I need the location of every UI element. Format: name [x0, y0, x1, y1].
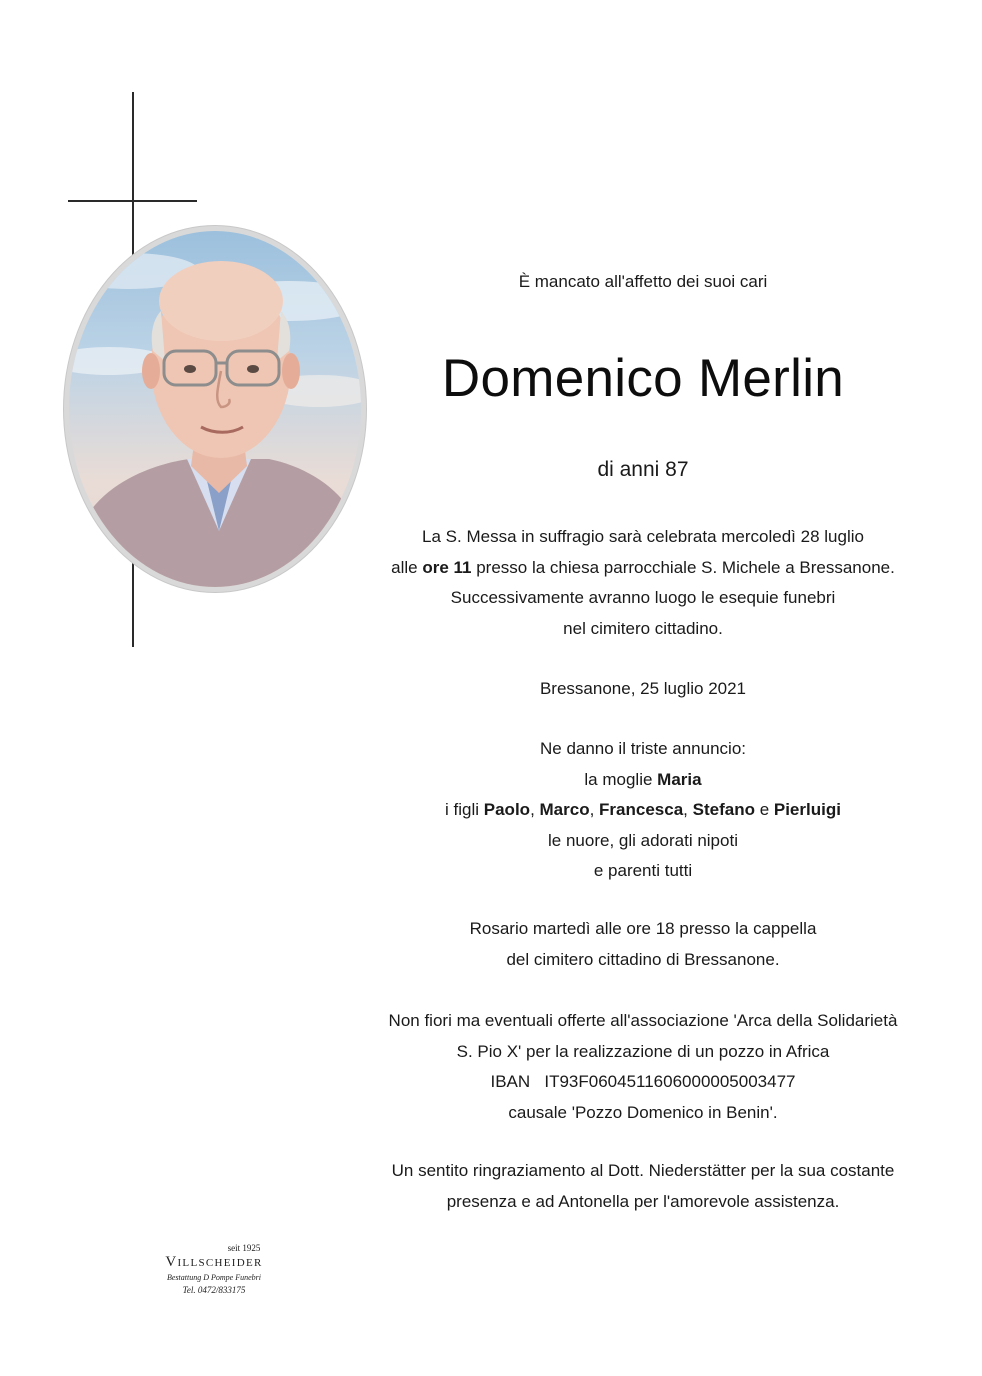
deceased-name: Domenico Merlin [441, 349, 845, 408]
child-name: Paolo [483, 800, 531, 819]
donation-iban: IBAN IT93F0604511606000005003477 [490, 1072, 796, 1091]
family-announce-line: Ne danno il triste annuncio: [539, 739, 747, 758]
mass-announcement [330, 522, 956, 644]
thanks-line-2: presenza e ad Antonella per l'amorevole assistenza. [446, 1191, 840, 1211]
family-announcement [330, 734, 956, 887]
intro-text: È mancato all'affetto dei suoi cari [518, 272, 768, 291]
child-name: Pierluigi [773, 800, 841, 819]
mass-line-1: La S. Messa in suffragio sarà celebrata mercoledì 28 luglio [422, 527, 864, 546]
mass-line-2 [330, 553, 956, 584]
logo-name: Villscheider [165, 1254, 263, 1270]
children-prefix: i figli [445, 800, 484, 819]
funeral-home-logo [136, 1243, 292, 1297]
child-name: Stefano [692, 800, 755, 819]
deceased-age: di anni 87 [597, 458, 689, 481]
thanks-message [330, 1156, 956, 1217]
cross-horizontal-bar [68, 200, 197, 202]
donation-request [330, 1006, 956, 1128]
family-others-line: le nuore, gli adorati nipoti [548, 830, 738, 850]
mass-line-4: nel cimitero cittadino. [563, 618, 723, 638]
portrait-illustration [69, 231, 361, 587]
separator: , [530, 800, 540, 819]
donation-line-4: causale 'Pozzo Domenico in Benin'. [508, 1102, 778, 1122]
logo-since: seit 1925 [227, 1243, 261, 1253]
donation-line-2: S. Pio X' per la realizzazione di un pozzo in Africa [456, 1041, 830, 1061]
mass-time: ore 11 [422, 557, 472, 577]
portrait-photo [69, 231, 361, 587]
family-relatives-line: e parenti tutti [593, 861, 693, 880]
separator: , [589, 800, 600, 819]
place-and-date: Bressanone, 25 luglio 2021 [539, 679, 747, 698]
wife-prefix: la moglie [584, 769, 658, 789]
donation-line-1: Non fiori ma eventuali offerte all'associazione 'Arca della Solidarietà [388, 1011, 898, 1030]
separator: , [683, 800, 693, 819]
child-name: Marco [539, 800, 590, 819]
rosary-announcement [330, 914, 956, 975]
wife-name: Maria [657, 769, 702, 789]
child-name: Francesca [599, 800, 684, 819]
separator: e [754, 800, 774, 819]
family-wife-line [330, 765, 956, 796]
family-children-line [330, 795, 956, 826]
portrait-frame [64, 226, 366, 592]
logo-telephone: Tel. 0472/833175 [182, 1285, 246, 1295]
mass-line-2-post: presso la chiesa parrocchiale S. Michele a Bressanone. [471, 557, 895, 577]
thanks-line-1: Un sentito ringraziamento al Dott. Niederstätter per la sua costante [391, 1161, 895, 1180]
mass-line-3: Successivamente avranno luogo le esequie funebri [450, 588, 836, 607]
rosary-line-1: Rosario martedì alle ore 18 presso la cappella [469, 919, 817, 938]
rosary-line-2: del cimitero cittadino di Bressanone. [506, 949, 780, 969]
mass-line-2-pre: alle [391, 557, 423, 577]
logo-subtitle: Bestattung D Pompe Funebri [167, 1273, 261, 1282]
